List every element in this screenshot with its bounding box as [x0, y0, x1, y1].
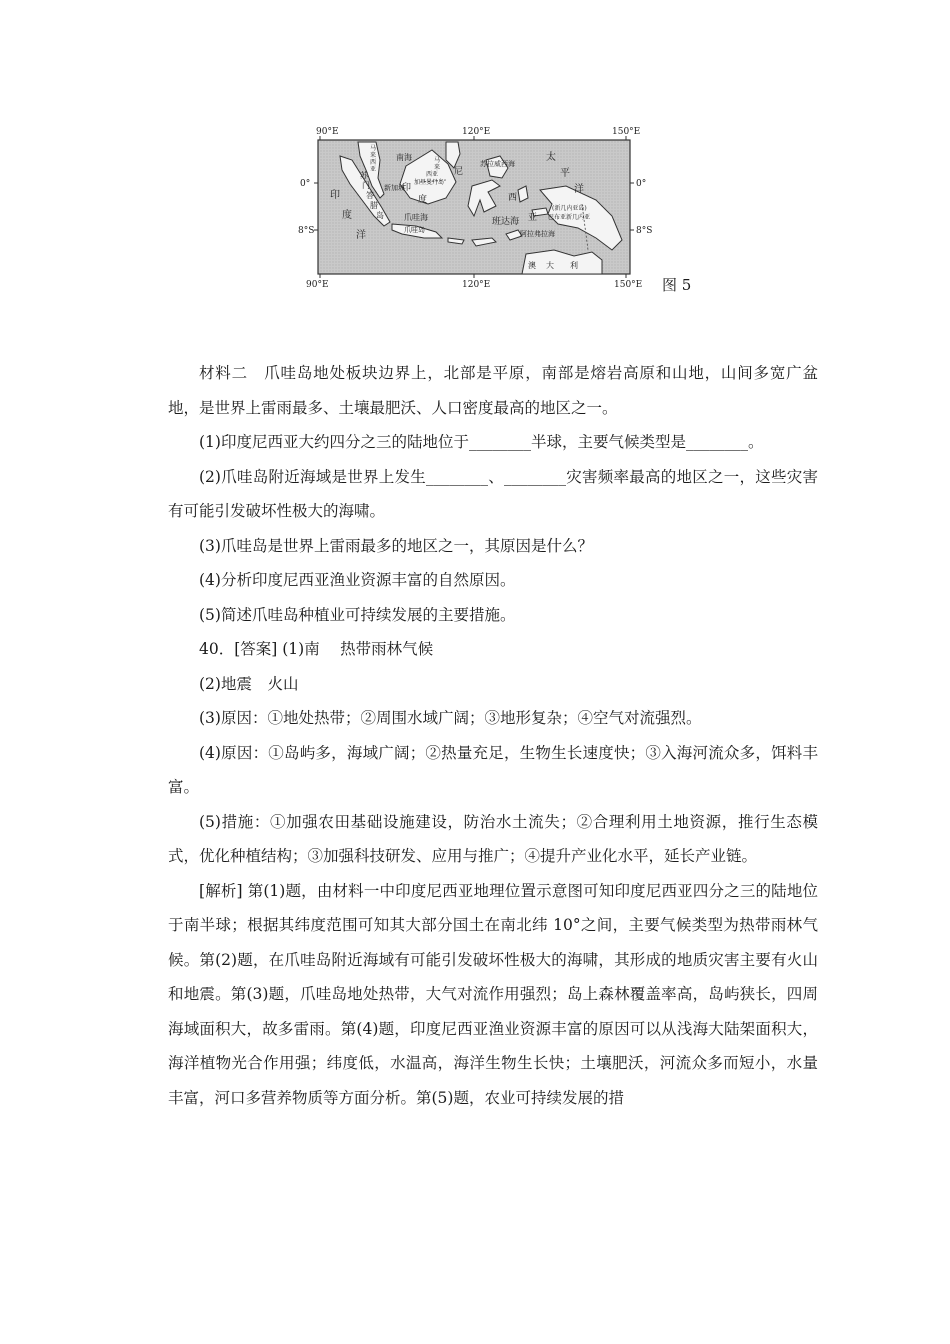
indonesia-map [296, 120, 696, 300]
lon-label-bottom-150: 150°E [614, 280, 643, 290]
lon-label-top-150: 150°E [612, 127, 641, 137]
label-malay-3: 西 [370, 159, 377, 166]
lat-label-right-0: 0° [636, 179, 647, 189]
label-indonesia-3: 尼 [454, 167, 464, 177]
label-pacific-1: 太 [546, 152, 556, 163]
label-malaysia2-3: 西 [426, 171, 433, 178]
indonesia-map-figure [296, 120, 696, 300]
label-kalimantan: 加里曼丹岛 [414, 179, 445, 186]
label-sumatra-3: 答 [366, 191, 374, 200]
label-pacific-2: 平 [560, 168, 570, 179]
label-sumatra-5: 岛 [376, 211, 384, 220]
label-papua-new-guinea: 巴布亚新几内亚 [548, 214, 591, 221]
figure-caption: 图 5 [662, 276, 692, 294]
label-malay-2: 来 [370, 152, 377, 159]
label-java-sea: 爪哇海 [404, 213, 428, 222]
question-1: (1)印度尼西亚大约四分之三的陆地位于________半球，主要气候类型是________。 [199, 433, 764, 451]
answer-1: 40．[答案] (1)南 热带雨林气候 [199, 640, 434, 658]
label-australia-2: 大 [546, 261, 554, 270]
label-indian-ocean-3: 洋 [356, 230, 366, 241]
lat-label-left-0: 0° [300, 179, 311, 189]
question-2: (2)爪哇岛附近海域是世界上发生________、________灾害频率最高的地区之一，这些灾害有可能引发破坏性极大的海啸。 [168, 467, 818, 520]
question-5: (5)简述爪哇岛种植业可持续发展的主要措施。 [199, 605, 516, 624]
label-sumatra-2: 门 [362, 181, 370, 190]
lat-label-left-8s: 8°S [298, 226, 315, 236]
lon-label-bottom-90: 90°E [306, 280, 329, 290]
question-3: (3)爪哇岛是世界上雷雨最多的地区之一，其原因是什么？ [199, 536, 593, 555]
label-malaysia2-2: 来 [434, 164, 441, 171]
answer-4: (4)原因：①岛屿多，海域广阔；②热量充足，生物生长速度快；③入海河流众多，饵料丰富。 [168, 743, 818, 796]
label-pacific-3: 洋 [574, 184, 584, 195]
label-indonesia-5: 亚 [528, 213, 538, 223]
label-sumatra-1: 苏 [360, 171, 368, 180]
label-arafura-sea: 阿拉弗拉海 [520, 230, 555, 238]
lat-label-right-8s: 8°S [636, 226, 653, 236]
analysis: [解析] 第(1)题，由材料一中印度尼西亚地理位置示意图可知印度尼西亚四分之三的陆地位于南半球；根据其纬度范围可知其大部分国土在南北纬 10°之间，主要气候类型为热带雨林气候。第(2)题，在爪哇岛附近海域有可能引发破坏性极大的海啸，其形成的地质灾害主要有火山和地震。第(3)题，爪哇岛地处热带，大气对流作用强烈；岛上森林覆盖率高，岛屿狭长，四周海域面积大，故多雷雨。第(4)题，印度尼西亚渔业资源丰富的原因可以从浅海大陆架面积大，海洋植物光合作用强；纬度低，水温高，海洋生物生长快；土壤肥沃，河流众多而短小，水量丰富，河口多营养物质等方面分析。第(5)题，农业可持续发展的措 [168, 881, 818, 1107]
label-java-island: 爪哇岛 [404, 226, 425, 234]
label-malaysia2-1: 马 [434, 157, 441, 164]
answer-2: (2)地震 火山 [199, 674, 299, 693]
lon-label-top-90: 90°E [316, 127, 339, 137]
label-indonesia-1: 印 [402, 183, 412, 193]
label-new-guinea: (新几内亚岛) [552, 205, 587, 212]
answer-5: (5)措施：①加强农田基础设施建设，防治水土流失；②合理利用土地资源，推行生态模式，优化种植结构；③加强科技研发、应用与推广；④提升产业化水平，延长产业链。 [168, 812, 818, 865]
label-south-sea: 南海 [396, 153, 412, 162]
label-australia-3: 利 [570, 261, 578, 270]
question-4: (4)分析印度尼西亚渔业资源丰富的自然原因。 [199, 571, 516, 589]
label-australia-1: 澳 [528, 261, 536, 270]
answer-3: (3)原因：①地处热带；②周围水域广阔；③地形复杂；④空气对流强烈。 [199, 709, 702, 727]
material-two: 材料二 爪哇岛地处板块边界上，北部是平原，南部是熔岩高原和山地，山间多宽广盆地，是世界上雷雨最多、土壤最肥沃、人口密度最高的地区之一。 [168, 364, 818, 417]
label-indian-ocean-1: 印 [330, 190, 340, 201]
label-malay-4: 亚 [370, 166, 377, 173]
label-singapore: 新加坡 [384, 184, 405, 192]
label-indonesia-4: 西 [508, 193, 518, 203]
label-sulawesi-sea: 苏拉威西海 [480, 160, 515, 168]
label-malay-1: 马 [370, 145, 377, 152]
label-indonesia-2: 度 [418, 195, 428, 205]
question-body [168, 356, 818, 1115]
lon-label-top-120: 120°E [462, 127, 491, 137]
label-sumatra-4: 腊 [370, 201, 378, 210]
label-indian-ocean-2: 度 [342, 210, 352, 221]
lon-label-bottom-120: 120°E [462, 280, 491, 290]
label-malaysia2-4: 亚 [432, 171, 439, 178]
label-banda-sea: 班达海 [492, 217, 520, 227]
